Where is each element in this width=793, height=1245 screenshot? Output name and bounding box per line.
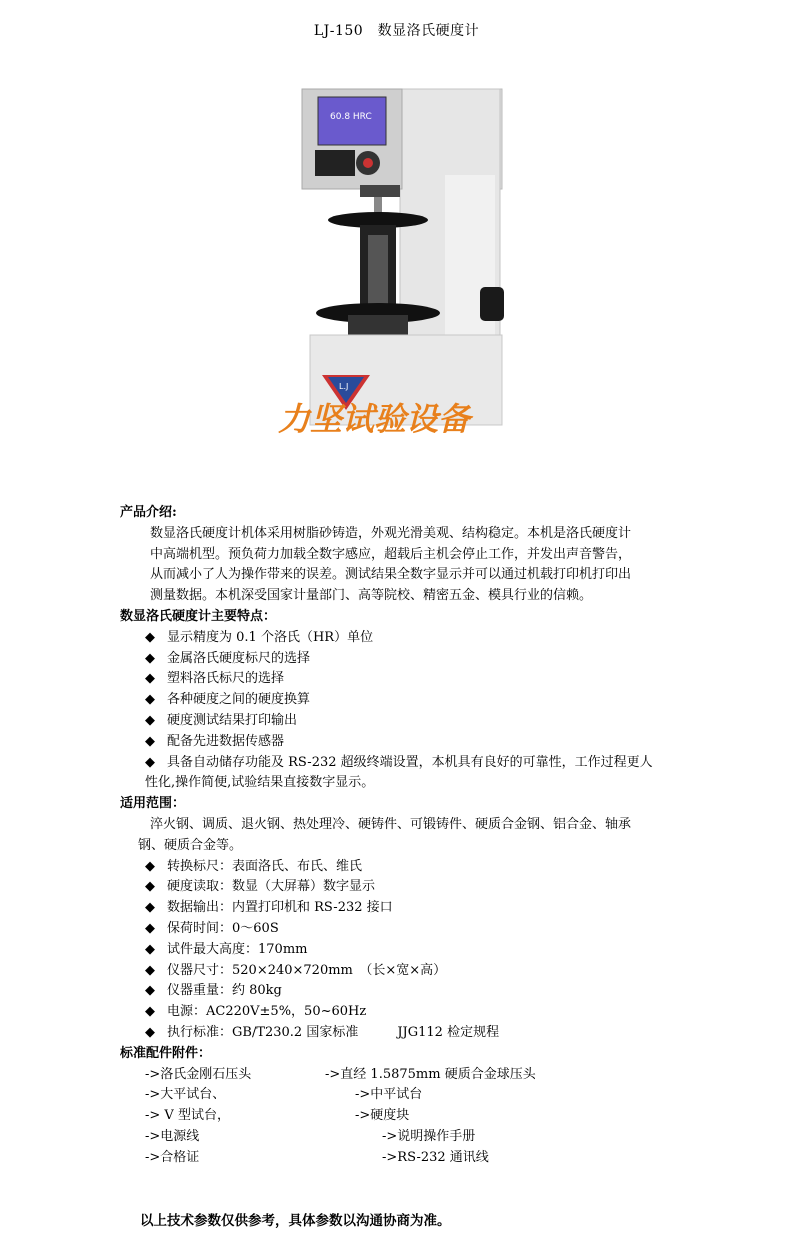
- scope-line: 淬火钢、调质、退火钢、热处理冷、硬铸件、可锻铸件、硬质合金钢、铝合金、轴承: [150, 816, 632, 832]
- spec-item: ◆ 仪器尺寸：520×240×720mm （长×宽×高）: [120, 961, 690, 982]
- bullet-icon: ◆: [145, 650, 155, 666]
- scope-line: 钢、硬质合金等。: [138, 837, 243, 853]
- bullet-icon: ◆: [145, 879, 155, 895]
- intro-line: 从而减小了人为操作带来的误差。测试结果全数字显示并可以通过机载打印机打印出: [150, 567, 632, 583]
- bullet-icon: ◆: [145, 733, 155, 749]
- disclaimer: 以上技术参数仅供参考，具体参数以沟通协商为准。: [140, 1213, 451, 1229]
- spec-item: ◆ 数据输出：内置打印机和 RS-232 接口: [120, 898, 690, 919]
- spec-item: ◆ 执行标准：GB/T230.2 国家标准 JJG112 检定规程: [120, 1023, 690, 1044]
- bullet-icon: ◆: [145, 900, 155, 916]
- bullet-icon: ◆: [145, 712, 155, 728]
- product-photo: [250, 75, 550, 455]
- feature-item: ◆ 具备自动储存功能及 RS-232 超级终端设置，本机具有良好的可靠性，工作过程更人: [120, 753, 690, 774]
- accessory-row: ->洛氏金刚石压头 ->直经 1.5875mm 硬质合金球压头: [145, 1066, 536, 1082]
- bullet-icon: ◆: [145, 754, 155, 770]
- feature-item: ◆ 各种硬度之间的硬度换算: [120, 690, 690, 711]
- scope-heading: 适用范围：: [120, 796, 186, 812]
- feature-item: ◆ 显示精度为 0.1 个洛氏（HR）单位: [120, 628, 690, 649]
- spec-item: ◆ 仪器重量：约 80kg: [120, 981, 690, 1002]
- bullet-icon: ◆: [145, 941, 155, 957]
- feature-item: ◆ 配备先进数据传感器: [120, 732, 690, 753]
- bullet-icon: ◆: [145, 1004, 155, 1020]
- features-heading: 数显洛氏硬度计主要特点：: [120, 608, 277, 624]
- logo-text: L.J: [339, 382, 349, 391]
- bullet-icon: ◆: [145, 983, 155, 999]
- intro-line: 中高端机型。预负荷力加载全数字感应，超载后主机会停止工作，并发出声音警告，: [150, 546, 632, 562]
- feature-item: ◆ 金属洛氏硬度标尺的选择: [120, 649, 690, 670]
- spec-item: ◆ 电源：AC220V±5%，50~60Hz: [120, 1002, 690, 1023]
- spec-item: ◆ 转换标尺：表面洛氏、布氏、维氏: [120, 857, 690, 878]
- accessory-row: ->电源线 ->说明操作手册: [145, 1128, 476, 1144]
- spec-item: ◆ 保荷时间：0～60S: [120, 919, 690, 940]
- bullet-icon: ◆: [145, 920, 155, 936]
- display-readout: 60.8 HRC: [330, 112, 372, 122]
- bullet-icon: ◆: [145, 962, 155, 978]
- spec-item: ◆ 试件最大高度：170mm: [120, 940, 690, 961]
- spec-item: ◆ 硬度读取：数显（大屏幕）数字显示: [120, 877, 690, 898]
- bullet-icon: ◆: [145, 1024, 155, 1040]
- feature-item: ◆ 塑料洛氏标尺的选择: [120, 669, 690, 690]
- intro-line: 数显洛氏硬度计机体采用树脂砂铸造，外观光滑美观、结构稳定。本机是洛氏硬度计: [150, 525, 632, 541]
- bullet-icon: ◆: [145, 629, 155, 645]
- intro-line: 测量数据。本机深受国家计量部门、高等院校、精密五金、模具行业的信赖。: [150, 588, 593, 604]
- accessory-row: -> V 型试台， ->硬度块: [145, 1108, 410, 1124]
- accessory-row: ->合格证 ->RS-232 通讯线: [145, 1149, 489, 1165]
- brand-lettering: 力坚试验设备: [278, 400, 471, 438]
- bullet-icon: ◆: [145, 692, 155, 708]
- bullet-icon: ◆: [145, 858, 155, 874]
- feature-continuation: 性化,操作简便,试验结果直接数字显示。: [145, 775, 375, 791]
- intro-heading: 产品介绍:: [120, 505, 177, 520]
- feature-item: ◆ 硬度测试结果打印输出: [120, 711, 690, 732]
- accessories-heading: 标准配件附件：: [120, 1045, 212, 1061]
- spec-content: [120, 503, 690, 1169]
- page-title: LJ-150 数显洛氏硬度计: [313, 23, 480, 39]
- accessory-row: ->大平试台、 ->中平试台: [145, 1087, 423, 1103]
- bullet-icon: ◆: [145, 671, 155, 687]
